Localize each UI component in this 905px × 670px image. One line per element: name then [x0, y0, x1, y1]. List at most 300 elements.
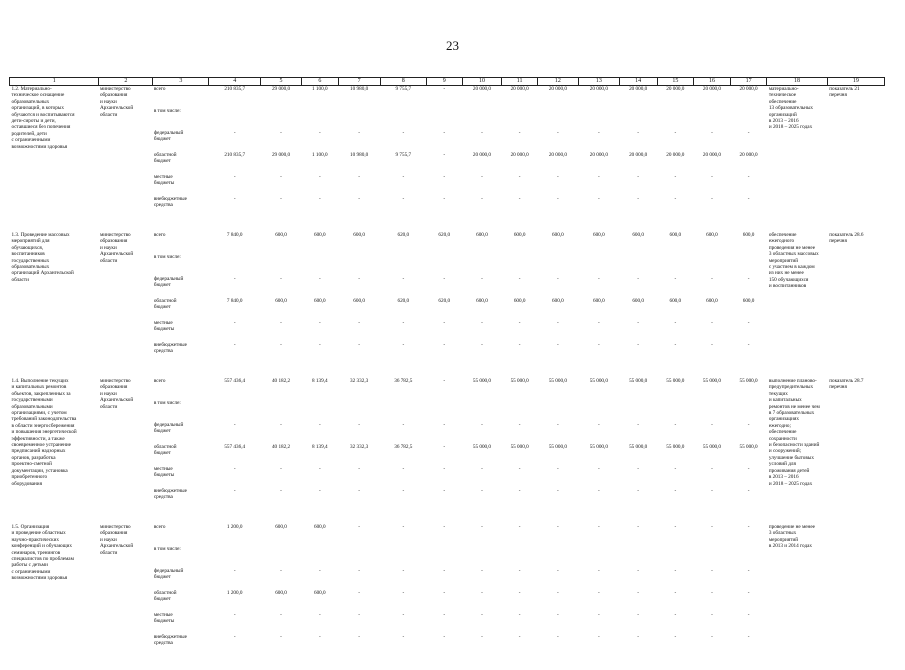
funding-amount: -: [280, 488, 282, 494]
funding-amount: [502, 108, 538, 130]
spacer-cell: [10, 364, 885, 378]
funding-amount: -: [402, 568, 405, 574]
funding-amount-column: [578, 86, 619, 219]
funding-amount: 55 000,0: [739, 378, 758, 384]
funding-amount: [209, 108, 261, 130]
funding-amount: [502, 254, 538, 276]
activity-description: 1.3. Проведение массовых мероприятий для обучающихся, воспитанников государственных образовательных организаций Архангельской области: [11, 232, 74, 283]
funding-amount: -: [280, 634, 282, 640]
funding-amount-column: [426, 378, 462, 510]
funding-source-label: всего: [153, 86, 166, 92]
funding-amount: -: [233, 130, 236, 136]
funding-amount: -: [280, 320, 282, 326]
funding-amount: -: [674, 634, 677, 640]
funding-amount: -: [518, 174, 521, 180]
funding-amount: -: [674, 320, 677, 326]
funding-amount: [694, 254, 731, 276]
funding-amount: -: [747, 568, 750, 574]
funding-amount: -: [280, 276, 282, 282]
expected-result: обеспечение ежегодного проведения не менее 3 областных массовых мероприятий с участием в каждом из них не менее 150 обучающихся и воспитанников: [768, 232, 819, 290]
funding-amount: -: [358, 524, 360, 530]
funding-amount: [619, 254, 657, 276]
funding-sources: [153, 524, 209, 656]
funding-amount: [694, 108, 731, 130]
funding-amount: 557 436,4: [224, 444, 246, 450]
funding-amount: -: [518, 612, 521, 618]
funding-amount-column: [694, 232, 731, 364]
funding-amount: -: [233, 422, 236, 428]
funding-amount: [209, 546, 261, 568]
column-number-12: 12: [537, 78, 578, 86]
funding-amount: -: [557, 276, 559, 282]
funding-amount: 55 000,0: [548, 378, 567, 384]
funding-amount: -: [233, 276, 236, 282]
funding-amount: -: [280, 130, 282, 136]
funding-amount: -: [358, 342, 360, 348]
funding-amount: -: [711, 422, 713, 428]
funding-amount: [302, 254, 339, 276]
funding-amount: -: [674, 612, 677, 618]
funding-amount: -: [674, 568, 677, 574]
funding-amount-column: [502, 524, 538, 656]
activity-executor: министерство образования и науки Архангельской области: [99, 232, 134, 264]
funding-amount: [619, 400, 657, 422]
funding-source-label: местные бюджеты: [153, 466, 175, 479]
funding-amount: -: [233, 568, 236, 574]
funding-amount: -: [358, 488, 360, 494]
funding-amount: -: [747, 174, 750, 180]
funding-amount: 210 835,7: [224, 152, 246, 158]
activity-row: [10, 86, 885, 219]
funding-amount: -: [402, 466, 405, 472]
funding-amount: [730, 400, 767, 422]
activity-description: 1.5. Организация и проведение областных научно-практических конференций и обучающих семинаров, тренингов специалистов по проблемам работы с детьми с ограниченными возможностями здоровья: [11, 524, 74, 582]
funding-amount: 600,0: [632, 232, 644, 238]
row-spacer: [10, 656, 885, 670]
program-activities-table: [9, 77, 885, 670]
funding-amount: 600,0: [275, 590, 287, 596]
funding-amount: 20 000,0: [472, 86, 492, 92]
funding-amount: -: [481, 422, 483, 428]
expected-result: материально- техническое обеспечение 13 образовательных организаций в 2013 – 2016 и 2018 – 2025 годах: [768, 86, 814, 131]
funding-amount-column: [619, 524, 657, 656]
column-number-3: 3: [153, 78, 209, 86]
funding-amount: -: [481, 174, 483, 180]
funding-amount: -: [358, 590, 360, 596]
funding-amount: -: [402, 488, 405, 494]
column-number-9: 9: [426, 78, 462, 86]
funding-amount: -: [358, 634, 360, 640]
funding-amount: -: [674, 524, 677, 530]
funding-amount: -: [481, 524, 483, 530]
activity-executor: министерство образования и науки Архангельской области: [99, 378, 134, 410]
funding-amount: -: [318, 466, 321, 472]
funding-amount: 40 182,2: [271, 444, 291, 450]
funding-amount: -: [481, 612, 483, 618]
funding-amount: 600,0: [592, 298, 605, 304]
funding-amount: -: [747, 612, 750, 618]
funding-amount: 1 100,0: [312, 86, 328, 92]
column-number-header: [10, 78, 885, 86]
funding-amount: 620,0: [438, 298, 451, 304]
funding-amount: -: [674, 276, 677, 282]
funding-amount: 10 980,0: [350, 86, 369, 92]
funding-source-label: местные бюджеты: [153, 320, 175, 333]
funding-amount: -: [637, 342, 640, 348]
funding-amount: [302, 400, 339, 422]
funding-sources: [153, 86, 209, 219]
funding-amount: 55 000,0: [702, 444, 722, 450]
column-number-18: 18: [767, 78, 827, 86]
funding-amount: -: [597, 568, 600, 574]
funding-amount: -: [402, 174, 405, 180]
column-number-16: 16: [694, 78, 731, 86]
funding-amount: [380, 400, 426, 422]
funding-amount: [462, 400, 502, 422]
funding-amount: -: [747, 130, 750, 136]
funding-amount: -: [358, 466, 360, 472]
funding-amount: -: [318, 320, 321, 326]
funding-amount: 55 000,0: [629, 444, 648, 450]
row-spacer: [10, 364, 885, 378]
funding-amount-column: [462, 86, 502, 219]
funding-amount: -: [747, 196, 750, 202]
funding-amount: 20 000,0: [589, 86, 608, 92]
column-number-15: 15: [657, 78, 694, 86]
funding-amount: -: [557, 612, 559, 618]
funding-amount-column: [730, 232, 767, 364]
funding-amount: -: [674, 342, 677, 348]
funding-amount: 620,0: [397, 232, 410, 238]
column-number-7: 7: [338, 78, 380, 86]
funding-source-label: областной бюджет: [153, 444, 177, 457]
target-indicator: показатель 28.6 перечня: [829, 232, 864, 245]
funding-amount: -: [597, 196, 600, 202]
funding-amount: 620,0: [397, 298, 410, 304]
funding-amount: -: [233, 196, 236, 202]
funding-amount: -: [711, 590, 713, 596]
funding-amount: [537, 400, 578, 422]
funding-amount-column: [261, 378, 302, 510]
column-number-13: 13: [578, 78, 619, 86]
funding-amount: 600,0: [706, 298, 718, 304]
funding-amount: 20 000,0: [589, 152, 608, 158]
funding-amount: 600,0: [706, 232, 718, 238]
funding-amount: [502, 400, 538, 422]
funding-amount: -: [711, 320, 713, 326]
funding-amount: -: [557, 422, 559, 428]
funding-amount: -: [318, 196, 321, 202]
funding-amount: 55 000,0: [589, 444, 608, 450]
funding-amount-column: [694, 86, 731, 219]
funding-amount-column: [578, 524, 619, 656]
funding-amount: -: [318, 488, 321, 494]
funding-amount: [657, 400, 694, 422]
funding-amount: -: [711, 466, 713, 472]
funding-amount: -: [557, 342, 559, 348]
funding-amount: 29 000,0: [271, 86, 291, 92]
funding-amount: 40 182,2: [271, 378, 291, 384]
funding-amount: -: [597, 342, 600, 348]
funding-amount: -: [637, 130, 640, 136]
funding-amount: [537, 254, 578, 276]
funding-amount-column: [578, 378, 619, 510]
funding-amount: -: [597, 612, 600, 618]
funding-amount-column: [537, 232, 578, 364]
funding-amount: [261, 546, 302, 568]
funding-amount: -: [518, 590, 521, 596]
funding-amount-column: [209, 378, 261, 510]
funding-amount: -: [518, 488, 521, 494]
funding-amount: 600,0: [275, 232, 287, 238]
funding-amount: -: [443, 590, 446, 596]
funding-amount: -: [557, 466, 559, 472]
target-indicator: показатель 28.7 перечня: [829, 378, 864, 391]
funding-amount: 600,0: [552, 232, 564, 238]
funding-source-label: федеральный бюджет: [153, 568, 184, 581]
expected-result: выполнение планово- предупредительных текущих и капитальных ремонтов не менее чем в 7 образовательных организациях ежегодно; обеспечение сохранности и безопасности зданий и сооружений; улучшение бытовых условий для проживания детей в 2013 – 2016 и 2018 – 2025 годах: [768, 378, 820, 487]
funding-amount: -: [481, 320, 483, 326]
funding-amount: 10 980,0: [350, 152, 369, 158]
funding-amount: -: [557, 196, 559, 202]
spacer-cell: [10, 510, 885, 524]
funding-amount: -: [443, 422, 446, 428]
funding-amount: -: [674, 130, 677, 136]
funding-amount: [694, 546, 731, 568]
funding-amount-column: [338, 232, 380, 364]
funding-amount: 8 139,4: [312, 378, 328, 384]
funding-amount: -: [443, 634, 446, 640]
funding-amount: 600,0: [669, 232, 682, 238]
funding-source-label: областной бюджет: [153, 152, 177, 165]
funding-amount-column: [380, 86, 426, 219]
funding-amount: 600,0: [353, 298, 365, 304]
funding-amount: -: [597, 488, 600, 494]
funding-amount: 600,0: [513, 298, 526, 304]
funding-amount: -: [637, 276, 640, 282]
funding-amount: -: [597, 422, 600, 428]
funding-amount: 55 000,0: [589, 378, 608, 384]
funding-amount: -: [481, 130, 483, 136]
funding-amount: -: [637, 422, 640, 428]
funding-amount: [338, 108, 380, 130]
funding-amount: -: [711, 568, 713, 574]
funding-amount: -: [597, 524, 600, 530]
funding-amount: -: [402, 130, 405, 136]
target-indicator: [827, 524, 884, 656]
funding-amount: 55 000,0: [510, 444, 529, 450]
funding-amount: -: [747, 590, 750, 596]
funding-amount: -: [443, 174, 446, 180]
funding-amount: 600,0: [313, 232, 326, 238]
funding-amount: 600,0: [313, 298, 326, 304]
funding-amount: [578, 108, 619, 130]
funding-amount: 600,0: [669, 298, 682, 304]
funding-source-label: областной бюджет: [153, 298, 177, 311]
funding-amount: -: [443, 130, 446, 136]
funding-amount: [657, 108, 694, 130]
funding-source-label: внебюджетные средства: [153, 342, 187, 355]
funding-amount: -: [280, 196, 282, 202]
funding-amount: -: [518, 634, 521, 640]
funding-amount-column: [338, 86, 380, 219]
funding-amount-column: [209, 524, 261, 656]
funding-amount: -: [481, 276, 483, 282]
expected-result: проведение не менее 3 областных мероприятий в 2013 и 2014 годах: [768, 524, 815, 550]
funding-amount: [261, 108, 302, 130]
funding-amount: -: [557, 590, 559, 596]
funding-amount: 600,0: [552, 298, 564, 304]
funding-source-label: внебюджетные средства: [153, 488, 187, 501]
funding-source-label: в том числе:: [153, 400, 181, 406]
funding-amount: -: [637, 612, 640, 618]
funding-amount: -: [674, 590, 677, 596]
funding-amount: 600,0: [742, 298, 755, 304]
funding-source-label: внебюджетные средства: [153, 634, 187, 647]
funding-amount: [338, 546, 380, 568]
funding-amount-column: [209, 232, 261, 364]
activity-description: 1.4. Выполнение текущих и капитальных ремонтов объектов, закрепленных за государственными образовательными организациями, с учетом требований законодательства в области энергосбережения и повышения энергетической эффективности, а также своевременное устранение предписаний надзорных органов, разработка проектно-сметной документации, установка приобретенного оборудования: [11, 378, 77, 487]
funding-amount: [261, 254, 302, 276]
funding-amount: -: [358, 276, 360, 282]
funding-amount: 55 000,0: [510, 378, 529, 384]
funding-amount: -: [637, 196, 640, 202]
funding-amount: -: [402, 634, 405, 640]
activity-executor: министерство образования и науки Архангельской области: [99, 524, 134, 556]
funding-amount: [619, 546, 657, 568]
funding-amount: -: [481, 590, 483, 596]
funding-amount: -: [358, 196, 360, 202]
funding-amount: 55 000,0: [629, 378, 648, 384]
funding-amount: [462, 108, 502, 130]
funding-amount-column: [502, 86, 538, 219]
funding-amount: 7 840,0: [226, 232, 243, 238]
funding-amount: -: [443, 320, 446, 326]
funding-amount-column: [694, 524, 731, 656]
funding-amount: -: [443, 488, 446, 494]
column-number-10: 10: [462, 78, 502, 86]
funding-amount: -: [280, 466, 282, 472]
funding-amount: -: [597, 174, 600, 180]
funding-amount: 20 000,0: [548, 152, 567, 158]
funding-amount: [338, 254, 380, 276]
funding-amount-column: [380, 378, 426, 510]
row-spacer: [10, 218, 885, 232]
funding-amount: -: [637, 320, 640, 326]
funding-amount: -: [481, 466, 483, 472]
funding-amount: -: [747, 276, 750, 282]
funding-amount-column: [537, 524, 578, 656]
funding-amount: 600,0: [353, 232, 365, 238]
funding-amount: [657, 254, 694, 276]
funding-amount: -: [280, 422, 282, 428]
funding-amount-column: [426, 86, 462, 219]
column-number-5: 5: [261, 78, 302, 86]
funding-amount-column: [380, 232, 426, 364]
funding-amount: 55 000,0: [666, 444, 685, 450]
funding-source-label: федеральный бюджет: [153, 276, 184, 289]
funding-amount-column: [502, 232, 538, 364]
funding-amount: -: [318, 612, 321, 618]
funding-amount: 20 000,0: [702, 152, 722, 158]
funding-source-label: областной бюджет: [153, 590, 177, 603]
funding-amount: 600,0: [513, 232, 526, 238]
funding-amount: [426, 546, 462, 568]
funding-amount: 600,0: [313, 524, 326, 530]
funding-amount: 36 782,5: [394, 444, 413, 450]
funding-amount: 32 332,3: [350, 444, 369, 450]
spacer-cell: [10, 656, 885, 670]
column-number-17: 17: [730, 78, 767, 86]
target-indicator: показатель 21 перечня: [829, 86, 860, 99]
funding-amount-column: [261, 232, 302, 364]
funding-amount: [462, 546, 502, 568]
funding-amount: -: [557, 568, 559, 574]
funding-amount: -: [747, 524, 750, 530]
funding-amount-column: [730, 86, 767, 219]
funding-amount: -: [402, 320, 405, 326]
funding-amount: 9 755,7: [395, 152, 412, 158]
funding-amount-column: [537, 86, 578, 219]
funding-amount: 20 000,0: [739, 152, 758, 158]
funding-amount: -: [402, 342, 405, 348]
funding-amount: -: [402, 524, 405, 530]
funding-amount: -: [443, 612, 446, 618]
funding-amount: -: [597, 276, 600, 282]
funding-amount: -: [280, 342, 282, 348]
funding-amount: 600,0: [476, 232, 488, 238]
funding-amount: 1 200,0: [226, 524, 243, 530]
funding-amount: 55 000,0: [472, 378, 492, 384]
funding-amount-column: [578, 232, 619, 364]
funding-amount: 29 000,0: [271, 152, 291, 158]
funding-amount: [657, 546, 694, 568]
funding-amount: -: [318, 634, 321, 640]
funding-source-label: всего: [153, 378, 166, 384]
funding-amount: -: [674, 196, 677, 202]
funding-amount: -: [747, 466, 750, 472]
funding-amount: -: [318, 342, 321, 348]
funding-amount: -: [518, 568, 521, 574]
funding-amount-column: [261, 86, 302, 219]
funding-amount: [209, 254, 261, 276]
funding-amount-column: [426, 232, 462, 364]
funding-source-label: внебюджетные средства: [153, 196, 187, 209]
funding-amount: -: [402, 612, 405, 618]
funding-amount: -: [674, 466, 677, 472]
funding-source-label: федеральный бюджет: [153, 422, 184, 435]
funding-source-label: в том числе:: [153, 108, 181, 114]
funding-amount: -: [318, 568, 321, 574]
funding-amount: [338, 400, 380, 422]
activity-row: [10, 378, 885, 510]
funding-amount: -: [597, 466, 600, 472]
funding-amount: 7 840,0: [226, 298, 243, 304]
funding-amount: -: [597, 130, 600, 136]
funding-amount: -: [557, 174, 559, 180]
funding-amount: [209, 400, 261, 422]
funding-amount: [380, 254, 426, 276]
funding-amount: -: [358, 612, 360, 618]
funding-amount: 20 000,0: [548, 86, 567, 92]
funding-amount: 36 782,5: [394, 378, 413, 384]
funding-amount: -: [747, 342, 750, 348]
funding-amount: -: [233, 320, 236, 326]
funding-amount: -: [597, 590, 600, 596]
funding-amount: -: [443, 152, 446, 158]
funding-amount: -: [481, 568, 483, 574]
funding-amount-column: [537, 378, 578, 510]
